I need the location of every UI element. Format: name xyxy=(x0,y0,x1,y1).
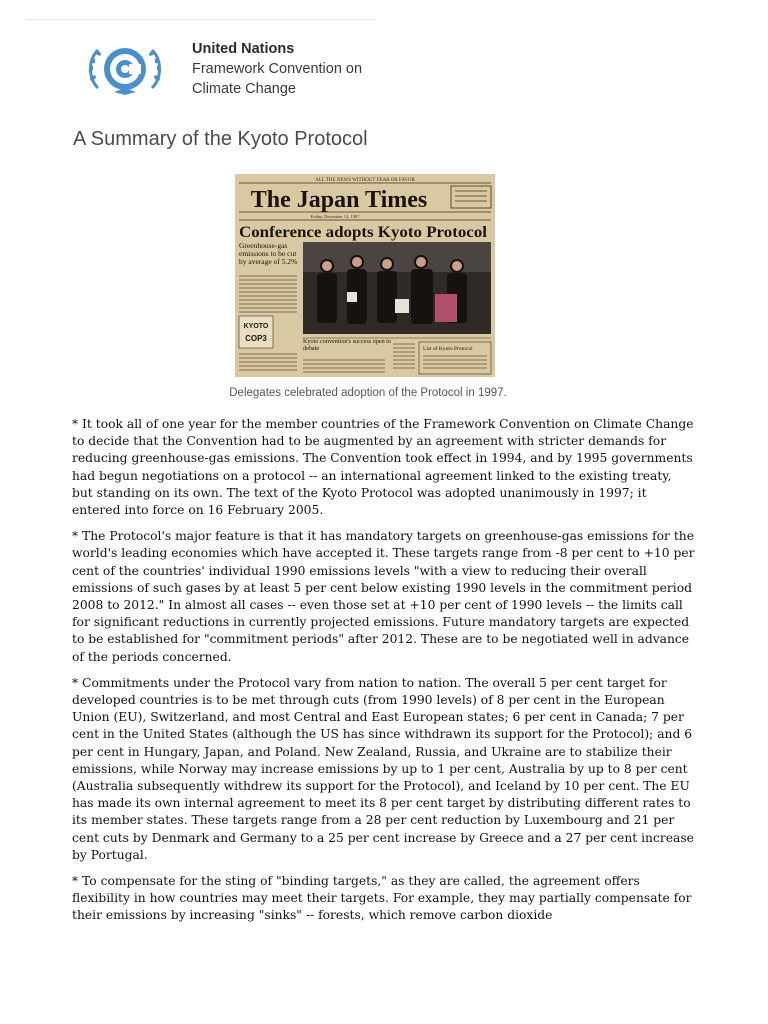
unfccc-logo-icon xyxy=(84,38,166,100)
newspaper-image xyxy=(235,174,495,377)
organization-name xyxy=(192,39,362,99)
article-body xyxy=(72,416,696,934)
newspaper-dateline: Friday, December 12, 1997 xyxy=(310,214,360,219)
kyoto-badge-bottom: COP3 xyxy=(245,334,267,343)
kyoto-badge-top: KYOTO xyxy=(243,323,269,330)
page-header xyxy=(84,38,362,100)
org-subtitle-line: Climate Change xyxy=(192,81,296,97)
org-subtitle-line: Framework Convention on xyxy=(192,61,363,77)
photo-caption: Delegates celebrated adoption of the Protocol in 1997. xyxy=(229,387,507,399)
newspaper-masthead: The Japan Times xyxy=(250,187,428,213)
newspaper-side-story: Kyoto convention's success open to debate xyxy=(303,339,392,352)
top-divider xyxy=(26,19,376,20)
newspaper-subhead: Greenhouse-gas emissions to be cut by average of 5.2% xyxy=(239,242,298,266)
paragraph: * Commitments under the Protocol vary from nation to nation. The overall 5 per cent target for developed countries is to be met through cuts (from 1990 levels) of 8 per cent in the European Union (EU), Switzerland, and most Central and East European states; 6 per cent in Canada; 7 per cent in the United States (although the US has since withdrawn its support for the Protocol); and 6 per cent in Hungary, Japan, and Poland. New Zealand, Russia, and Ukraine are to stabilize their emissions, while Norway may increase emissions by up to 1 per cent, Australia by up to 8 per cent (Australia subsequently withdrew its support for the Protocol), and Iceland by 10 per cent. The EU has made its own internal agreement to meet its 8 per cent target by distributing different rates to its member states. These targets range from a 28 per cent reduction by Luxembourg and 21 per cent cuts by Denmark and Germany to a 25 per cent increase by Greece and a 27 per cent increase by Portugal. xyxy=(72,675,694,862)
newspaper-photo xyxy=(235,174,495,377)
newspaper-banner: ALL THE NEWS WITHOUT FEAR OR FAVOR xyxy=(315,178,415,183)
org-name-line: United Nations xyxy=(192,41,295,57)
paragraph: * The Protocol's major feature is that it has mandatory targets on greenhouse-gas emissions for the world's leading economies which have accepted it. These targets range from -8 per cent to +10 per cent of the countries' individual 1990 emissions levels "with a view to reducing their overall emissions of such gases by at least 5 per cent below existing 1990 levels in the commitment period 2008 to 2012." In almost all cases -- even those set at +10 per cent of 1990 levels -- the limits call for significant reductions in currently projected emissions. Future mandatory targets are expected to be established for "commitment periods" after 2012. These are to be negotiated well in advance of the periods concerned. xyxy=(72,529,695,664)
page-title: A Summary of the Kyoto Protocol xyxy=(73,128,368,150)
newspaper-headline: Conference adopts Kyoto Protocol xyxy=(239,224,488,241)
paragraph: * To compensate for the sting of "binding targets," as they are called, the agreement offers flexibility in how countries may meet their targets. For example, they may partially compensate for their emissions by increasing "sinks" -- forests, which remove carbon dioxide xyxy=(72,874,692,923)
paragraph: * It took all of one year for the member countries of the Framework Convention on Climate Change to decide that the Convention had to be augmented by an agreement with stricter demands for reducing greenhouse-gas emissions. The Convention took effect in 1994, and by 1995 governments had begun negotiations on a protocol -- an international agreement linked to the existing treaty, but standing on its own. The text of the Kyoto Protocol was adopted unanimously in 1997; it entered into force on 16 February 2005. xyxy=(72,417,694,518)
newspaper-sidebar-box: List of Kyoto Protocol xyxy=(423,346,473,352)
